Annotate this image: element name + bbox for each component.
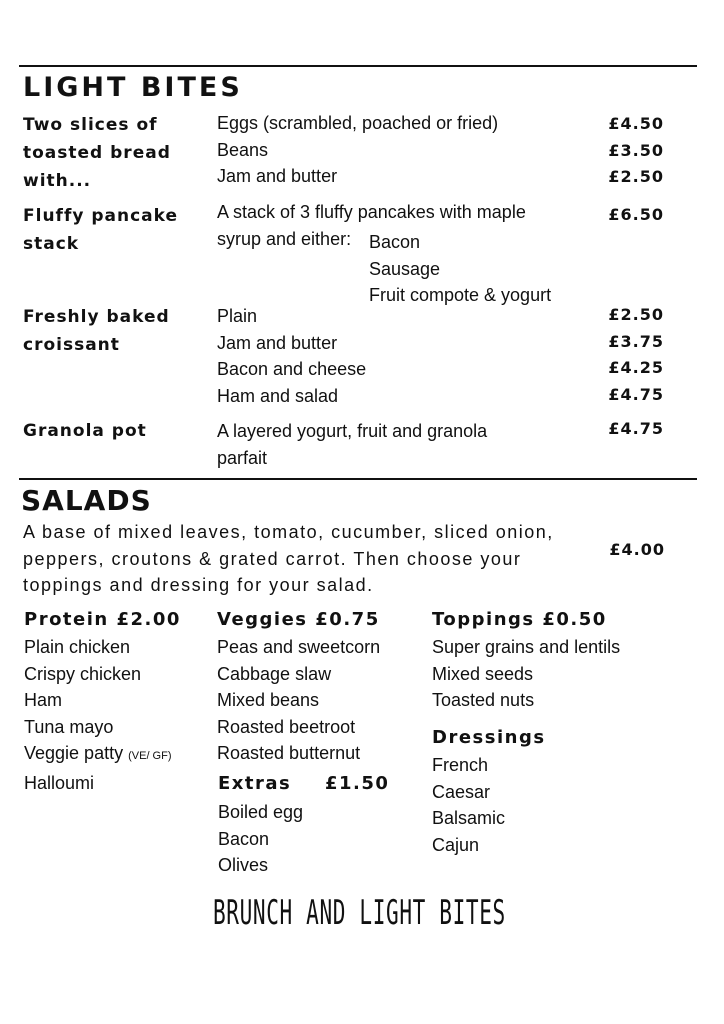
extras-price: £1.50	[325, 773, 390, 794]
list-item: Roasted butternut	[217, 743, 361, 763]
option-line: Plain	[217, 306, 258, 326]
list-item: Bacon	[218, 828, 270, 849]
list-item: Peas and sweetcorn	[217, 637, 381, 657]
intro-line: toppings and dressing for your salad.	[23, 575, 374, 595]
price: £4.50	[608, 114, 664, 133]
light-bites-heading: LIGHT BITES	[23, 72, 243, 103]
list-item: French	[432, 755, 489, 775]
extras-list	[218, 799, 303, 879]
veggies-heading: Veggies £0.75	[217, 609, 380, 630]
option-line: Sausage	[369, 258, 441, 279]
item-lines-croissant	[217, 303, 366, 409]
list-item: Roasted beetroot	[217, 716, 356, 737]
list-item: Boiled egg	[218, 802, 304, 822]
list-item: Mixed seeds	[432, 663, 534, 684]
price: £3.50	[608, 140, 664, 160]
list-item: Plain chicken	[24, 637, 131, 657]
dressings-list	[432, 752, 505, 858]
option-line: Jam and butter	[217, 166, 338, 186]
salads-heading: SALADS	[21, 484, 152, 517]
item-name-toast: Two slices of toasted bread with...	[23, 115, 171, 191]
extras-heading: Extras	[218, 773, 292, 794]
option-line: Eggs (scrambled, poached or fried)	[217, 113, 499, 133]
item-name-granola: Granola pot	[23, 421, 147, 441]
list-item: Halloumi	[24, 772, 95, 793]
price: £2.50	[608, 305, 664, 324]
protein-heading: Protein £2.00	[24, 609, 181, 630]
item-lines-granola	[217, 418, 487, 471]
menu-footer-title: BRUNCH AND LIGHT BITES	[213, 893, 506, 933]
item-lines-toast	[217, 110, 498, 190]
option-line: Bacon	[369, 232, 421, 252]
price: £4.75	[608, 384, 664, 404]
option-line: Bacon and cheese	[217, 359, 367, 379]
protein-list	[24, 634, 172, 796]
description-line: syrup and either:	[217, 228, 352, 249]
item-options-pancake	[369, 229, 551, 309]
item-prices-toast	[598, 111, 664, 191]
dietary-note: (VE/ GF)	[128, 750, 172, 762]
option-line: Jam and butter	[217, 332, 338, 353]
veggies-list	[217, 634, 380, 767]
intro-line: A base of mixed leaves, tomato, cucumber, sliced onion,	[23, 522, 554, 542]
price: £4.25	[608, 358, 664, 377]
description-line: parfait	[217, 447, 268, 468]
list-item: Olives	[218, 855, 269, 875]
veggie-patty-label: Veggie patty	[24, 743, 124, 763]
list-item: Super grains and lentils	[432, 637, 621, 657]
option-line: Fruit compote & yogurt	[369, 285, 552, 305]
list-item: Cabbage slaw	[217, 663, 332, 684]
list-item: Caesar	[432, 781, 491, 802]
item-price-pancake: £6.50	[608, 205, 664, 224]
dressings-heading: Dressings	[432, 727, 546, 748]
option-line: Ham and salad	[217, 385, 339, 406]
item-price-granola: £4.75	[608, 419, 664, 438]
top-rule	[19, 65, 697, 67]
price: £3.75	[608, 331, 664, 351]
list-item: Balsamic	[432, 808, 506, 828]
item-name-pancake: Fluffy pancake stack	[23, 206, 179, 254]
item-name-croissant: Freshly baked croissant	[23, 307, 170, 355]
list-item: Ham	[24, 690, 63, 710]
price: £2.50	[608, 167, 664, 186]
description-line: A layered yogurt, fruit and granola	[217, 421, 488, 441]
item-prices-croissant	[598, 302, 664, 408]
list-item: Tuna mayo	[24, 716, 114, 737]
salads-intro	[23, 519, 554, 599]
intro-line: peppers, croutons & grated carrot. Then choose your	[23, 548, 522, 569]
salads-base-price: £4.00	[609, 540, 665, 559]
list-item	[24, 740, 172, 770]
list-item: Mixed beans	[217, 690, 320, 710]
list-item: Toasted nuts	[432, 690, 535, 710]
option-line: Beans	[217, 139, 269, 160]
description-line: A stack of 3 fluffy pancakes with maple	[217, 202, 526, 222]
list-item: Crispy chicken	[24, 663, 142, 684]
toppings-heading: Toppings £0.50	[432, 609, 607, 630]
section-divider	[19, 478, 697, 480]
toppings-list	[432, 634, 620, 714]
list-item: Cajun	[432, 834, 480, 855]
